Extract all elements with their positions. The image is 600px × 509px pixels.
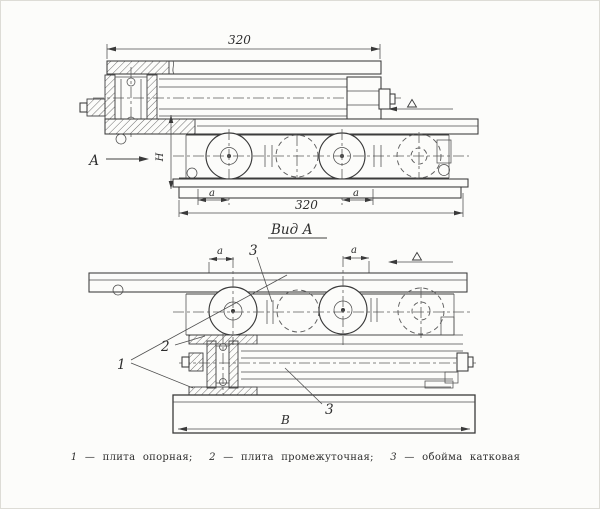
dim-H-text: Н bbox=[155, 152, 166, 162]
triangle-mark bbox=[408, 100, 417, 108]
top-view bbox=[80, 33, 478, 217]
part-label-2: 2 bbox=[161, 339, 170, 355]
dim-B-text: В bbox=[281, 413, 290, 427]
beam-end-block bbox=[347, 77, 381, 119]
triangle-mark bbox=[413, 253, 422, 261]
caption-item1-num: 1 bbox=[70, 452, 78, 463]
figure-caption bbox=[1, 452, 599, 463]
roller-hidden bbox=[277, 290, 319, 332]
movement-arrow bbox=[388, 100, 453, 112]
dimension-a-left-viewA bbox=[209, 246, 234, 277]
intermediate-plate bbox=[179, 335, 477, 395]
jack-bolt bbox=[189, 353, 203, 371]
roller-cage-viewA bbox=[173, 256, 471, 345]
upper-beam bbox=[93, 77, 401, 119]
part-label-3: 3 bbox=[249, 243, 258, 259]
caption-item1-text: — плита опорная; bbox=[84, 452, 193, 463]
view-direction-label: А bbox=[89, 153, 100, 169]
middle-plate bbox=[105, 119, 478, 144]
caption-item2-num: 2 bbox=[209, 452, 216, 463]
caption-item3-text: — обойма катковая bbox=[404, 452, 521, 463]
view-a-title-text: Вид А bbox=[271, 222, 313, 238]
dimension-320-top bbox=[107, 33, 380, 59]
part-label-3: 3 bbox=[325, 402, 334, 418]
dim-a-text: a bbox=[351, 245, 357, 256]
dimension-a-right-viewA bbox=[343, 245, 369, 277]
end-bolt bbox=[457, 353, 468, 371]
roller-bearing-drawing bbox=[1, 1, 600, 509]
dim-a-text: a bbox=[217, 246, 223, 257]
dim-320-top-text: 320 bbox=[228, 33, 251, 47]
top-plate bbox=[107, 61, 381, 74]
view-direction-arrow bbox=[88, 153, 149, 169]
base-plate bbox=[173, 395, 475, 433]
dim-a-text: a bbox=[353, 188, 359, 199]
dim-320-bottom-text: 320 bbox=[295, 198, 318, 212]
caption-item3-num: 3 bbox=[390, 452, 397, 463]
part-label-1: 1 bbox=[117, 357, 126, 373]
view-a-title bbox=[268, 222, 327, 238]
top-plate-viewA bbox=[89, 273, 467, 295]
caption-item2-text: — плита промежуточная; bbox=[223, 452, 374, 463]
movement-arrow-viewA bbox=[388, 253, 453, 265]
jack-bolt bbox=[87, 99, 105, 116]
dim-a-text: a bbox=[209, 188, 215, 199]
view-a bbox=[89, 222, 477, 433]
end-bolt bbox=[379, 89, 390, 109]
